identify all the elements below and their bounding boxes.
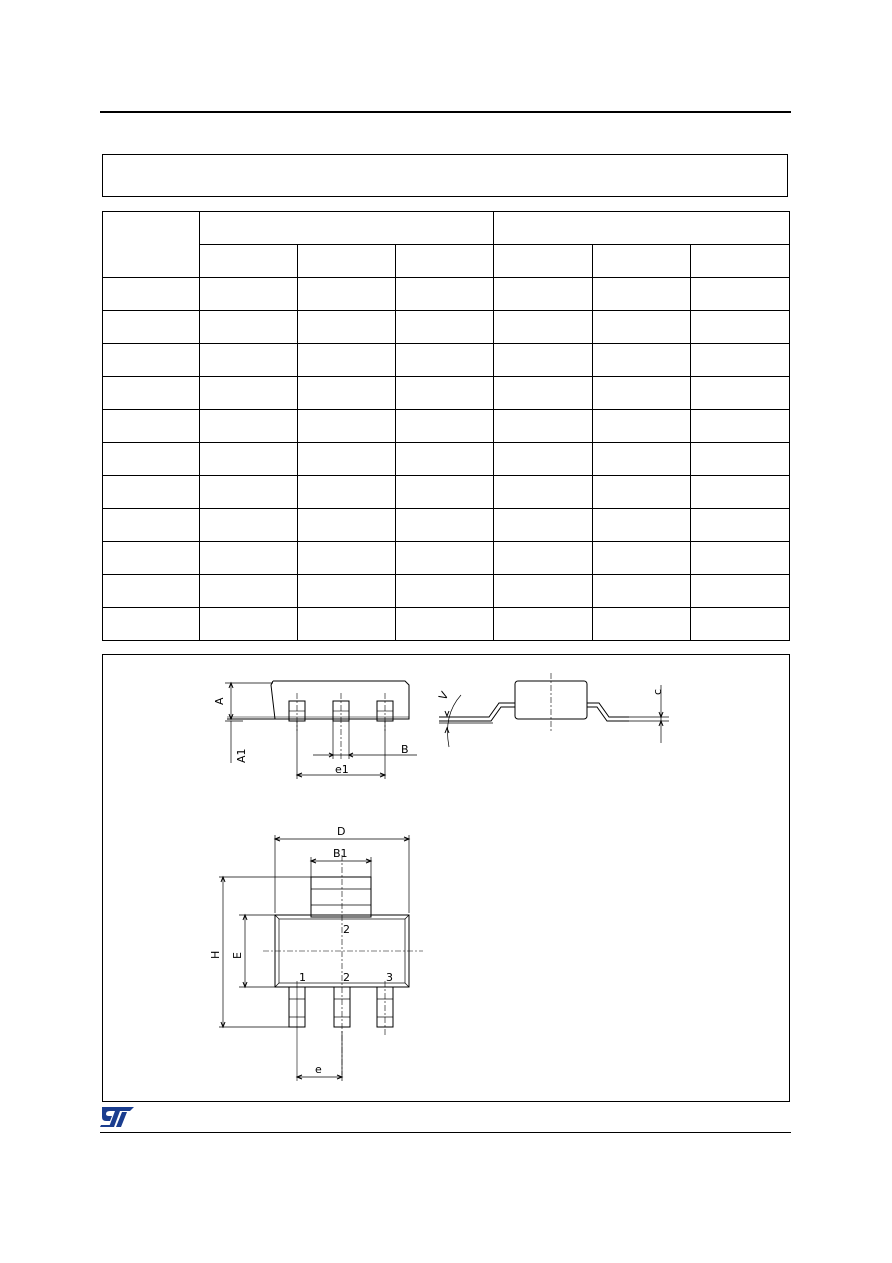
table-subheader-row — [103, 245, 790, 278]
table-row — [103, 575, 790, 608]
table-title-box — [102, 154, 788, 197]
dim-label-A1: A1 — [235, 748, 248, 763]
table-row — [103, 509, 790, 542]
dimensions-table — [102, 211, 790, 641]
header-cell — [396, 245, 494, 278]
pin-1-label: 1 — [299, 971, 306, 984]
header-cell — [200, 245, 298, 278]
header-cell — [593, 245, 691, 278]
dim-label-e1: e1 — [335, 763, 349, 776]
dim-label-D: D — [337, 825, 346, 838]
dim-label-A: A — [213, 697, 226, 705]
table-row — [103, 542, 790, 575]
header-rule — [100, 111, 791, 113]
table-row — [103, 608, 790, 641]
dim-label-c: c — [651, 688, 664, 695]
header-cell — [494, 245, 593, 278]
table-row — [103, 311, 790, 344]
package-outline-drawing — [103, 655, 791, 1103]
dim-label-B: B — [401, 743, 409, 756]
table-row — [103, 443, 790, 476]
table-row — [103, 278, 790, 311]
table-header-row — [103, 212, 790, 245]
table-row — [103, 476, 790, 509]
dim-label-H: H — [209, 950, 222, 959]
top-view — [209, 825, 423, 1081]
pin-3-label: 3 — [386, 971, 393, 984]
table-row — [103, 410, 790, 443]
header-cell — [691, 245, 790, 278]
package-drawing-box — [102, 654, 790, 1102]
table-row — [103, 377, 790, 410]
header-cell-mm — [200, 212, 494, 245]
dim-label-E: E — [231, 952, 244, 959]
dim-label-B1: B1 — [333, 847, 348, 860]
dim-label-V: V — [436, 689, 452, 703]
st-logo-icon — [100, 1105, 136, 1129]
dim-label-e: e — [315, 1063, 322, 1076]
header-cell-inch — [494, 212, 790, 245]
tab-pin-label: 2 — [343, 923, 350, 936]
pin-2-label: 2 — [343, 971, 350, 984]
side-view — [213, 681, 417, 779]
table-row — [103, 344, 790, 377]
header-cell-dim — [103, 212, 200, 278]
footer-rule — [100, 1132, 791, 1133]
end-view — [436, 673, 669, 747]
header-cell — [298, 245, 396, 278]
